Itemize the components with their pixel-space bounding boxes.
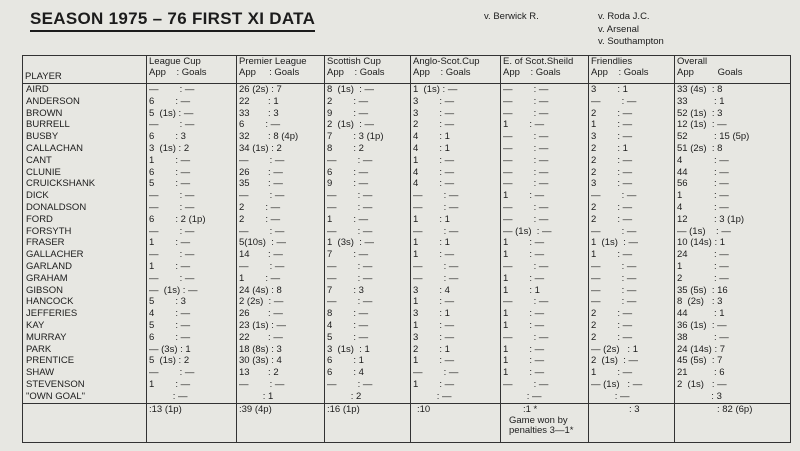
stat-cell: 6 : — [325, 167, 411, 179]
competition-header [325, 56, 411, 84]
stat-cell: — : — [325, 155, 411, 167]
stat-cell: — : — [589, 273, 675, 285]
stat-cell: 10 (14s) : 1 [675, 237, 791, 249]
stat-cell: 5 : — [325, 332, 411, 344]
player-name: GRAHAM [23, 273, 147, 285]
empty-cell [589, 416, 675, 443]
stat-cell: 2 : — [589, 167, 675, 179]
stat-cell: 2 : 1 [411, 344, 501, 356]
stat-cell: 2 (2s) : — [237, 296, 325, 308]
competition-header [589, 56, 675, 84]
stat-cell: 1 : — [411, 355, 501, 367]
stat-cell: 1 : — [589, 367, 675, 379]
stat-cell: 1 : 1 [411, 214, 501, 226]
stat-cell: — : — [501, 332, 589, 344]
empty-cell [675, 416, 791, 443]
table-row [23, 202, 791, 214]
stat-cell: — (1s) : — [501, 226, 589, 238]
stat-cell: — : — [325, 261, 411, 273]
stat-cell: 51 (2s) : 8 [675, 143, 791, 155]
stat-cell: — : — [147, 84, 237, 96]
competition-name: Scottish Cup [327, 56, 381, 67]
player-name: HANCOCK [23, 296, 147, 308]
table-row [23, 226, 791, 238]
competition-header [147, 56, 237, 84]
stat-cell: 8 : 2 [325, 143, 411, 155]
stat-cell: 33 : 3 [237, 108, 325, 120]
stat-cell: — : — [237, 261, 325, 273]
stat-cell: : 3 [675, 391, 791, 403]
player-name: MURRAY [23, 332, 147, 344]
stat-cell: — : — [237, 379, 325, 391]
stat-cell: — : — [411, 273, 501, 285]
stat-cell: — : — [589, 190, 675, 202]
total-cell: :39 (4p) [237, 403, 325, 416]
stat-cell: : 2 [325, 391, 411, 403]
stat-cell: — : — [411, 202, 501, 214]
totals-label-cell [23, 403, 147, 416]
competition-name: League Cup [149, 56, 201, 67]
empty-cell [147, 416, 237, 443]
stat-cell: 4 : 1 [411, 143, 501, 155]
player-name: FORD [23, 214, 147, 226]
stat-cell: — : — [589, 96, 675, 108]
stat-cell: 2 : — [411, 119, 501, 131]
total-cell: : 82 (6p) [675, 403, 791, 416]
stat-cell: 24 (14s) : 7 [675, 344, 791, 356]
table-row [23, 261, 791, 273]
stat-cell: 2 : — [675, 273, 791, 285]
stat-cell: — : — [325, 296, 411, 308]
stat-cell: 1 : — [147, 237, 237, 249]
table-row [23, 167, 791, 179]
player-name: KAY [23, 320, 147, 332]
stat-cell: 2 (1s) : — [325, 119, 411, 131]
stat-cell: 12 (1s) : — [675, 119, 791, 131]
friendlies-opponents-note [598, 11, 664, 49]
stat-cell: 26 (2s) : 7 [237, 84, 325, 96]
stat-cell: — : — [589, 285, 675, 297]
total-cell: :16 (1p) [325, 403, 411, 416]
stat-cell: 5 (1s) : — [147, 108, 237, 120]
stat-cell: 2 : — [589, 155, 675, 167]
stat-cell: 7 : — [325, 249, 411, 261]
stat-cell: — : — [501, 84, 589, 96]
stat-cell: 34 (1s) : 2 [237, 143, 325, 155]
stat-cell: 45 (5s) : 7 [675, 355, 791, 367]
stat-cell: 2 : — [589, 332, 675, 344]
stat-cell: 3 : 1 [411, 308, 501, 320]
stat-cell: — : — [147, 249, 237, 261]
stat-cell: — : — [411, 226, 501, 238]
empty-cell [237, 416, 325, 443]
competition-subheader: App : Goals [327, 67, 385, 78]
stat-cell: 3 : — [589, 131, 675, 143]
player-name: DONALDSON [23, 202, 147, 214]
stat-cell: 1 : — [501, 273, 589, 285]
stat-cell: 2 : — [237, 202, 325, 214]
stat-cell: 3 : 1 [589, 84, 675, 96]
stat-cell: : — [411, 391, 501, 403]
player-name: BROWN [23, 108, 147, 120]
penalties-footnote: Game won by penalties 3—1* [509, 415, 574, 437]
competition-name: Friendlies [591, 56, 633, 67]
table-row [23, 308, 791, 320]
stat-cell: 1 : — [501, 320, 589, 332]
stat-cell: — : — [237, 226, 325, 238]
stat-cell: 56 : — [675, 178, 791, 190]
stat-cell: 6 : 2 (1p) [147, 214, 237, 226]
stat-cell: 1 : — [411, 155, 501, 167]
player-name: GARLAND [23, 261, 147, 273]
stat-cell: : — [501, 391, 589, 403]
stat-cell: 9 : — [325, 178, 411, 190]
total-cell: :1 * [501, 403, 589, 416]
stat-cell: : — [589, 391, 675, 403]
competition-name: E. of Scot.Sheild [503, 56, 574, 67]
stat-cell: 4 : — [325, 320, 411, 332]
stat-cell: — : — [147, 273, 237, 285]
stat-cell: 1 (3s) : — [325, 237, 411, 249]
stat-cell: 6 : — [237, 119, 325, 131]
stat-cell: 23 (1s) : — [237, 320, 325, 332]
competition-subheader: App : Goals [239, 67, 300, 78]
stat-cell: — : — [411, 367, 501, 379]
stat-cell: 9 : — [325, 108, 411, 120]
stat-cell: 5 : — [147, 178, 237, 190]
stat-cell: 6 : — [147, 332, 237, 344]
stat-cell: 1 (1s) : — [589, 237, 675, 249]
stat-cell: 36 (1s) : — [675, 320, 791, 332]
stat-cell: 1 : — [147, 261, 237, 273]
stat-cell: 1 : — [501, 308, 589, 320]
stat-cell: 2 : — [325, 96, 411, 108]
stat-cell: — : — [237, 155, 325, 167]
stat-cell: 3 : — [411, 108, 501, 120]
competition-subheader: App : Goals [413, 67, 471, 78]
table-row [23, 285, 791, 297]
stat-cell: 1 : — [501, 367, 589, 379]
player-name: STEVENSON [23, 379, 147, 391]
note-line: v. Southampton [598, 36, 664, 47]
stat-cell: 1 : — [147, 155, 237, 167]
stat-cell: — : — [501, 131, 589, 143]
table-row [23, 178, 791, 190]
stat-cell: 1 : — [501, 355, 589, 367]
stats-table [22, 55, 791, 443]
stat-cell: : — [147, 391, 237, 403]
stat-cell: — (1s) : — [675, 226, 791, 238]
stat-cell: — : — [501, 96, 589, 108]
stat-cell: 32 : 8 (4p) [237, 131, 325, 143]
player-name: CRUICKSHANK [23, 178, 147, 190]
stat-cell: 7 : 3 (1p) [325, 131, 411, 143]
player-name: BURRELL [23, 119, 147, 131]
table-row [23, 379, 791, 391]
stat-cell: — : — [147, 202, 237, 214]
total-cell: :10 [411, 403, 501, 416]
stat-cell: — : — [501, 167, 589, 179]
competition-subheader: App Goals [677, 67, 743, 78]
competition-header [411, 56, 501, 84]
stat-cell: — : — [501, 155, 589, 167]
stat-cell: 30 (3s) : 4 [237, 355, 325, 367]
stat-cell: 1 (1s) : — [411, 84, 501, 96]
stat-cell: 14 : — [237, 249, 325, 261]
stat-cell: — : — [325, 226, 411, 238]
table-row [23, 143, 791, 155]
stat-cell: 2 : 1 [589, 143, 675, 155]
stat-cell: 1 : — [501, 190, 589, 202]
stat-cell: 2 : — [589, 108, 675, 120]
player-name: ANDERSON [23, 96, 147, 108]
stat-cell: 8 (1s) : — [325, 84, 411, 96]
stat-cell: 5 : 3 [147, 296, 237, 308]
stat-cell: 1 : — [325, 214, 411, 226]
stat-cell: 4 : — [411, 178, 501, 190]
table-row [23, 119, 791, 131]
table-row [23, 273, 791, 285]
player-name: BUSBY [23, 131, 147, 143]
stat-cell: 4 : — [147, 308, 237, 320]
player-column-header: PLAYER [23, 56, 147, 84]
player-name: CANT [23, 155, 147, 167]
competition-name: Anglo-Scot.Cup [413, 56, 480, 67]
stat-cell: 26 : — [237, 167, 325, 179]
table-row [23, 96, 791, 108]
stat-cell: 22 : 1 [237, 96, 325, 108]
stat-cell: 5 (1s) : 2 [147, 355, 237, 367]
stat-cell: 8 : — [325, 308, 411, 320]
player-name: PRENTICE [23, 355, 147, 367]
empty-cell [411, 416, 501, 443]
stat-cell: 33 (4s) : 8 [675, 84, 791, 96]
stat-cell: 24 (4s) : 8 [237, 285, 325, 297]
stat-cell: 3 : — [411, 96, 501, 108]
stat-cell: 1 : — [411, 320, 501, 332]
stat-cell: 1 : — [675, 261, 791, 273]
footnote-cell [501, 416, 589, 443]
table-row [23, 249, 791, 261]
stat-cell: 44 : — [675, 167, 791, 179]
player-name: CLUNIE [23, 167, 147, 179]
player-name: GALLACHER [23, 249, 147, 261]
stat-cell: 5 : — [147, 320, 237, 332]
stat-cell: 3 : — [411, 332, 501, 344]
stat-cell: — : — [589, 261, 675, 273]
stat-cell: 2 : — [237, 214, 325, 226]
table-row [23, 237, 791, 249]
stat-cell: 3 (1s) : 2 [147, 143, 237, 155]
stat-cell: 4 : — [675, 155, 791, 167]
stat-cell: 1 : — [501, 237, 589, 249]
stat-cell: — : — [501, 296, 589, 308]
stat-cell: 1 : — [411, 379, 501, 391]
stat-cell: — : — [589, 226, 675, 238]
stat-cell: — : — [325, 202, 411, 214]
player-name: "OWN GOAL" [23, 391, 147, 403]
stat-cell: 2 (1s) : — [589, 355, 675, 367]
player-name: JEFFERIES [23, 308, 147, 320]
competition-header [237, 56, 325, 84]
table-row [23, 367, 791, 379]
page-title: SEASON 1975 – 76 FIRST XI DATA [30, 9, 315, 32]
stat-cell: — : — [325, 190, 411, 202]
stat-cell: : 1 [237, 391, 325, 403]
stat-cell: 4 : — [411, 167, 501, 179]
competition-subheader: App : Goals [591, 67, 649, 78]
empty-cell [23, 416, 147, 443]
stat-cell: — : — [589, 296, 675, 308]
stat-cell: 2 : — [589, 308, 675, 320]
stat-cell: 6 : 4 [325, 367, 411, 379]
note-line: v. Arsenal [598, 23, 640, 35]
table-row [23, 131, 791, 143]
stat-cell: 6 : — [147, 96, 237, 108]
stat-cell: — : — [501, 202, 589, 214]
player-name: FRASER [23, 237, 147, 249]
stat-cell: 44 : 1 [675, 308, 791, 320]
stat-cell: 38 : — [675, 332, 791, 344]
player-name: DICK [23, 190, 147, 202]
player-name: SHAW [23, 367, 147, 379]
stat-cell: 1 : — [147, 379, 237, 391]
player-name: AIRD [23, 84, 147, 96]
stat-cell: — : — [147, 367, 237, 379]
stat-cell: — : — [325, 379, 411, 391]
player-name: PARK [23, 344, 147, 356]
table-row [23, 320, 791, 332]
header-row [23, 56, 791, 84]
stat-cell: 1 : — [589, 119, 675, 131]
player-name: FORSYTH [23, 226, 147, 238]
stat-cell: 4 : — [675, 202, 791, 214]
stat-cell: — (1s) : — [589, 379, 675, 391]
stat-cell: 1 : — [411, 296, 501, 308]
stat-cell: — : — [501, 379, 589, 391]
stat-cell: — (2s) : 1 [589, 344, 675, 356]
stat-cell: 33 : 1 [675, 96, 791, 108]
stat-cell: 24 : — [675, 249, 791, 261]
stat-cell: 1 : — [589, 249, 675, 261]
note-line: v. Roda J.C. [598, 11, 650, 22]
total-cell: : 3 [589, 403, 675, 416]
table-row [23, 108, 791, 120]
stat-cell: — : — [237, 190, 325, 202]
stat-cell: — : — [501, 261, 589, 273]
table-row [23, 344, 791, 356]
stat-cell: 1 : 1 [501, 285, 589, 297]
stat-cell: — : — [501, 108, 589, 120]
stat-cell: 1 : — [501, 119, 589, 131]
stat-cell: 4 : 1 [411, 131, 501, 143]
stat-cell: 35 (5s) : 16 [675, 285, 791, 297]
stat-cell: 7 : 3 [325, 285, 411, 297]
table-row [23, 190, 791, 202]
competition-header [675, 56, 791, 84]
competition-name: Premier League [239, 56, 307, 67]
table-row [23, 214, 791, 226]
stat-cell: 6 : — [147, 167, 237, 179]
stat-cell: — : — [501, 214, 589, 226]
stat-cell: — : — [147, 226, 237, 238]
stat-cell: 3 : 4 [411, 285, 501, 297]
competition-name: Overall [677, 56, 708, 67]
stat-cell: 2 : — [589, 202, 675, 214]
table-row [23, 391, 791, 403]
stat-cell: 2 : — [589, 214, 675, 226]
player-rows [23, 84, 791, 404]
stat-cell: 8 (2s) : 3 [675, 296, 791, 308]
stat-cell: 1 : — [411, 249, 501, 261]
stat-cell: — : — [411, 190, 501, 202]
stat-cell: 52 : 15 (5p) [675, 131, 791, 143]
player-name: CALLACHAN [23, 143, 147, 155]
table-row [23, 296, 791, 308]
stat-cell: 26 : — [237, 308, 325, 320]
stat-cell: 1 : — [675, 190, 791, 202]
stat-cell: 12 : 3 (1p) [675, 214, 791, 226]
stat-cell: 3 : — [589, 178, 675, 190]
stat-cell: 2 (1s) : — [675, 379, 791, 391]
empty-cell [325, 416, 411, 443]
stat-cell: — : — [147, 119, 237, 131]
stat-cell: 1 : — [237, 273, 325, 285]
competition-header [501, 56, 589, 84]
stat-cell: 22 : — [237, 332, 325, 344]
stat-cell: 3 (1s) : 1 [325, 344, 411, 356]
player-name: GIBSON [23, 285, 147, 297]
competition-subheader: App : Goals [503, 67, 561, 78]
stat-cell: 5(10s) : — [237, 237, 325, 249]
stat-cell: — : — [325, 273, 411, 285]
stat-cell: — (3s) : 1 [147, 344, 237, 356]
footnote-row [23, 416, 791, 443]
stat-cell: 2 : — [589, 320, 675, 332]
totals-row [23, 403, 791, 416]
berwick-note: v. Berwick R. [484, 11, 539, 22]
stat-cell: — : — [147, 190, 237, 202]
competition-subheader: App : Goals [149, 67, 207, 78]
table-row [23, 155, 791, 167]
stat-cell: 1 : — [501, 344, 589, 356]
table-row [23, 332, 791, 344]
stat-cell: — (1s) : — [147, 285, 237, 297]
stat-cell: — : — [501, 178, 589, 190]
stat-cell: 1 : 1 [411, 237, 501, 249]
stat-cell: 52 (1s) : 3 [675, 108, 791, 120]
stat-cell: 6 : 3 [147, 131, 237, 143]
stat-cell: 21 : 6 [675, 367, 791, 379]
table-row [23, 355, 791, 367]
stat-cell: 1 : — [501, 249, 589, 261]
stat-cell: — : — [411, 261, 501, 273]
total-cell: :13 (1p) [147, 403, 237, 416]
stat-cell: — : — [501, 143, 589, 155]
table-row [23, 84, 791, 96]
stat-cell: 18 (8s) : 3 [237, 344, 325, 356]
stat-cell: 13 : 2 [237, 367, 325, 379]
stat-cell: 6 : 1 [325, 355, 411, 367]
stat-cell: 35 : — [237, 178, 325, 190]
